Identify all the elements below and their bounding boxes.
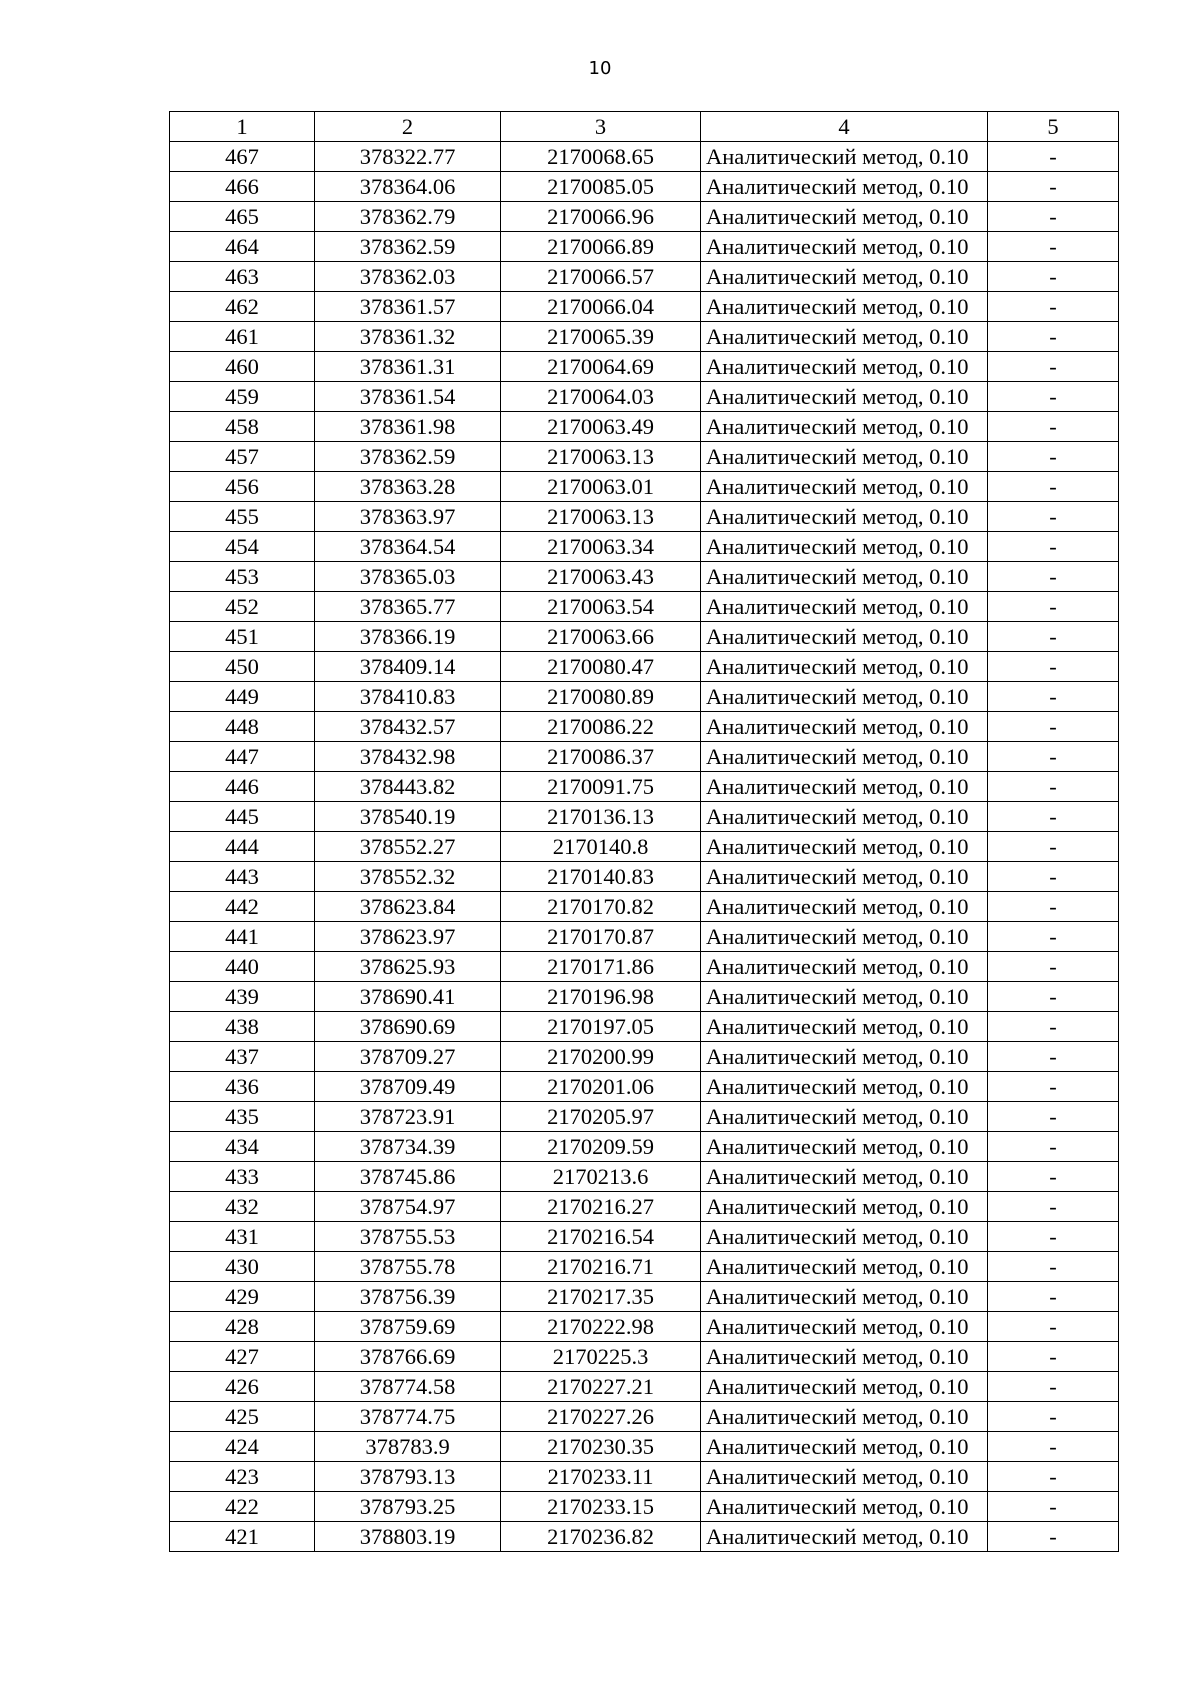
x-coordinate-cell: 378362.03: [315, 262, 501, 292]
table-row: [170, 592, 1119, 622]
method-accuracy-cell: Аналитический метод, 0.10: [701, 412, 988, 442]
point-number-cell: 432: [170, 1192, 315, 1222]
table-row: [170, 472, 1119, 502]
x-coordinate-cell: 378361.98: [315, 412, 501, 442]
method-accuracy-cell: Аналитический метод, 0.10: [701, 532, 988, 562]
point-number-cell: 424: [170, 1432, 315, 1462]
description-cell: -: [988, 472, 1119, 502]
table-row: [170, 652, 1119, 682]
table-row: [170, 1462, 1119, 1492]
point-number-cell: 466: [170, 172, 315, 202]
method-accuracy-cell: Аналитический метод, 0.10: [701, 1012, 988, 1042]
point-number-cell: 421: [170, 1522, 315, 1552]
description-cell: -: [988, 442, 1119, 472]
x-coordinate-cell: 378774.58: [315, 1372, 501, 1402]
method-accuracy-cell: Аналитический метод, 0.10: [701, 502, 988, 532]
description-cell: -: [988, 1102, 1119, 1132]
x-coordinate-cell: 378783.9: [315, 1432, 501, 1462]
description-cell: -: [988, 802, 1119, 832]
y-coordinate-cell: 2170200.99: [501, 1042, 701, 1072]
method-accuracy-cell: Аналитический метод, 0.10: [701, 352, 988, 382]
point-number-cell: 434: [170, 1132, 315, 1162]
description-cell: -: [988, 1192, 1119, 1222]
table-row: [170, 262, 1119, 292]
x-coordinate-cell: 378363.97: [315, 502, 501, 532]
point-number-cell: 430: [170, 1252, 315, 1282]
method-accuracy-cell: Аналитический метод, 0.10: [701, 592, 988, 622]
point-number-cell: 457: [170, 442, 315, 472]
point-number-cell: 422: [170, 1492, 315, 1522]
y-coordinate-cell: 2170064.03: [501, 382, 701, 412]
table-row: [170, 532, 1119, 562]
method-accuracy-cell: Аналитический метод, 0.10: [701, 1462, 988, 1492]
table-row: [170, 742, 1119, 772]
y-coordinate-cell: 2170086.37: [501, 742, 701, 772]
x-coordinate-cell: 378361.57: [315, 292, 501, 322]
method-accuracy-cell: Аналитический метод, 0.10: [701, 982, 988, 1012]
method-accuracy-cell: Аналитический метод, 0.10: [701, 892, 988, 922]
x-coordinate-cell: 378365.03: [315, 562, 501, 592]
x-coordinate-cell: 378774.75: [315, 1402, 501, 1432]
description-cell: -: [988, 892, 1119, 922]
description-cell: -: [988, 982, 1119, 1012]
y-coordinate-cell: 2170196.98: [501, 982, 701, 1012]
table-row: [170, 952, 1119, 982]
description-cell: -: [988, 922, 1119, 952]
table-row: [170, 1492, 1119, 1522]
description-cell: -: [988, 352, 1119, 382]
point-number-cell: 427: [170, 1342, 315, 1372]
description-cell: -: [988, 772, 1119, 802]
table-header-row: [170, 112, 1119, 142]
x-coordinate-cell: 378552.32: [315, 862, 501, 892]
table-row: [170, 202, 1119, 232]
table-row: [170, 442, 1119, 472]
x-coordinate-cell: 378756.39: [315, 1282, 501, 1312]
y-coordinate-cell: 2170227.26: [501, 1402, 701, 1432]
page-number: 10: [588, 58, 612, 79]
y-coordinate-cell: 2170066.96: [501, 202, 701, 232]
x-coordinate-cell: 378745.86: [315, 1162, 501, 1192]
x-coordinate-cell: 378755.53: [315, 1222, 501, 1252]
table-row: [170, 982, 1119, 1012]
method-accuracy-cell: Аналитический метод, 0.10: [701, 1492, 988, 1522]
y-coordinate-cell: 2170216.54: [501, 1222, 701, 1252]
method-accuracy-cell: Аналитический метод, 0.10: [701, 1282, 988, 1312]
method-accuracy-cell: Аналитический метод, 0.10: [701, 1192, 988, 1222]
method-accuracy-cell: Аналитический метод, 0.10: [701, 802, 988, 832]
table-row: [170, 682, 1119, 712]
table-row: [170, 1162, 1119, 1192]
table-row: [170, 1282, 1119, 1312]
column-header-5: 5: [988, 112, 1119, 142]
x-coordinate-cell: 378552.27: [315, 832, 501, 862]
y-coordinate-cell: 2170091.75: [501, 772, 701, 802]
column-header-2: 2: [315, 112, 501, 142]
x-coordinate-cell: 378322.77: [315, 142, 501, 172]
y-coordinate-cell: 2170063.43: [501, 562, 701, 592]
description-cell: -: [988, 952, 1119, 982]
y-coordinate-cell: 2170063.34: [501, 532, 701, 562]
description-cell: -: [988, 742, 1119, 772]
method-accuracy-cell: Аналитический метод, 0.10: [701, 832, 988, 862]
table-row: [170, 292, 1119, 322]
description-cell: -: [988, 1012, 1119, 1042]
x-coordinate-cell: 378432.98: [315, 742, 501, 772]
point-number-cell: 467: [170, 142, 315, 172]
point-number-cell: 465: [170, 202, 315, 232]
x-coordinate-cell: 378362.59: [315, 232, 501, 262]
point-number-cell: 447: [170, 742, 315, 772]
x-coordinate-cell: 378755.78: [315, 1252, 501, 1282]
table-row: [170, 1222, 1119, 1252]
description-cell: -: [988, 562, 1119, 592]
x-coordinate-cell: 378364.06: [315, 172, 501, 202]
y-coordinate-cell: 2170222.98: [501, 1312, 701, 1342]
x-coordinate-cell: 378540.19: [315, 802, 501, 832]
method-accuracy-cell: Аналитический метод, 0.10: [701, 562, 988, 592]
x-coordinate-cell: 378362.79: [315, 202, 501, 232]
x-coordinate-cell: 378366.19: [315, 622, 501, 652]
method-accuracy-cell: Аналитический метод, 0.10: [701, 1072, 988, 1102]
y-coordinate-cell: 2170227.21: [501, 1372, 701, 1402]
description-cell: -: [988, 322, 1119, 352]
table-row: [170, 412, 1119, 442]
point-number-cell: 450: [170, 652, 315, 682]
y-coordinate-cell: 2170066.04: [501, 292, 701, 322]
method-accuracy-cell: Аналитический метод, 0.10: [701, 1372, 988, 1402]
method-accuracy-cell: Аналитический метод, 0.10: [701, 1402, 988, 1432]
point-number-cell: 463: [170, 262, 315, 292]
x-coordinate-cell: 378410.83: [315, 682, 501, 712]
y-coordinate-cell: 2170140.8: [501, 832, 701, 862]
y-coordinate-cell: 2170225.3: [501, 1342, 701, 1372]
y-coordinate-cell: 2170170.87: [501, 922, 701, 952]
point-number-cell: 441: [170, 922, 315, 952]
description-cell: -: [988, 1162, 1119, 1192]
x-coordinate-cell: 378793.25: [315, 1492, 501, 1522]
description-cell: -: [988, 1462, 1119, 1492]
description-cell: -: [988, 1252, 1119, 1282]
y-coordinate-cell: 2170140.83: [501, 862, 701, 892]
method-accuracy-cell: Аналитический метод, 0.10: [701, 922, 988, 952]
y-coordinate-cell: 2170063.66: [501, 622, 701, 652]
y-coordinate-cell: 2170236.82: [501, 1522, 701, 1552]
table-row: [170, 232, 1119, 262]
point-number-cell: 446: [170, 772, 315, 802]
point-number-cell: 440: [170, 952, 315, 982]
y-coordinate-cell: 2170217.35: [501, 1282, 701, 1312]
table-row: [170, 1132, 1119, 1162]
table-row: [170, 562, 1119, 592]
point-number-cell: 462: [170, 292, 315, 322]
y-coordinate-cell: 2170064.69: [501, 352, 701, 382]
method-accuracy-cell: Аналитический метод, 0.10: [701, 652, 988, 682]
description-cell: -: [988, 382, 1119, 412]
description-cell: -: [988, 1282, 1119, 1312]
y-coordinate-cell: 2170063.13: [501, 502, 701, 532]
method-accuracy-cell: Аналитический метод, 0.10: [701, 862, 988, 892]
description-cell: -: [988, 862, 1119, 892]
x-coordinate-cell: 378803.19: [315, 1522, 501, 1552]
y-coordinate-cell: 2170080.89: [501, 682, 701, 712]
point-number-cell: 461: [170, 322, 315, 352]
point-number-cell: 455: [170, 502, 315, 532]
point-number-cell: 433: [170, 1162, 315, 1192]
point-number-cell: 458: [170, 412, 315, 442]
table-row: [170, 1012, 1119, 1042]
method-accuracy-cell: Аналитический метод, 0.10: [701, 742, 988, 772]
y-coordinate-cell: 2170233.15: [501, 1492, 701, 1522]
method-accuracy-cell: Аналитический метод, 0.10: [701, 472, 988, 502]
point-number-cell: 449: [170, 682, 315, 712]
description-cell: -: [988, 412, 1119, 442]
point-number-cell: 453: [170, 562, 315, 592]
x-coordinate-cell: 378361.32: [315, 322, 501, 352]
table-row: [170, 622, 1119, 652]
method-accuracy-cell: Аналитический метод, 0.10: [701, 622, 988, 652]
x-coordinate-cell: 378443.82: [315, 772, 501, 802]
x-coordinate-cell: 378754.97: [315, 1192, 501, 1222]
description-cell: -: [988, 502, 1119, 532]
x-coordinate-cell: 378361.31: [315, 352, 501, 382]
method-accuracy-cell: Аналитический метод, 0.10: [701, 772, 988, 802]
table-row: [170, 352, 1119, 382]
point-number-cell: 456: [170, 472, 315, 502]
point-number-cell: 444: [170, 832, 315, 862]
point-number-cell: 436: [170, 1072, 315, 1102]
method-accuracy-cell: Аналитический метод, 0.10: [701, 1162, 988, 1192]
table-row: [170, 1432, 1119, 1462]
table-row: [170, 1312, 1119, 1342]
point-number-cell: 425: [170, 1402, 315, 1432]
description-cell: -: [988, 622, 1119, 652]
method-accuracy-cell: Аналитический метод, 0.10: [701, 1252, 988, 1282]
point-number-cell: 445: [170, 802, 315, 832]
method-accuracy-cell: Аналитический метод, 0.10: [701, 1042, 988, 1072]
description-cell: -: [988, 1522, 1119, 1552]
point-number-cell: 451: [170, 622, 315, 652]
method-accuracy-cell: Аналитический метод, 0.10: [701, 1102, 988, 1132]
y-coordinate-cell: 2170063.49: [501, 412, 701, 442]
table-row: [170, 1522, 1119, 1552]
table-row: [170, 1342, 1119, 1372]
y-coordinate-cell: 2170201.06: [501, 1072, 701, 1102]
x-coordinate-cell: 378709.27: [315, 1042, 501, 1072]
point-number-cell: 435: [170, 1102, 315, 1132]
description-cell: -: [988, 292, 1119, 322]
point-number-cell: 439: [170, 982, 315, 1012]
y-coordinate-cell: 2170063.13: [501, 442, 701, 472]
coordinates-table: [169, 111, 1119, 1552]
column-header-1: 1: [170, 112, 315, 142]
method-accuracy-cell: Аналитический метод, 0.10: [701, 292, 988, 322]
description-cell: -: [988, 652, 1119, 682]
method-accuracy-cell: Аналитический метод, 0.10: [701, 952, 988, 982]
column-header-4: 4: [701, 112, 988, 142]
point-number-cell: 454: [170, 532, 315, 562]
description-cell: -: [988, 1342, 1119, 1372]
method-accuracy-cell: Аналитический метод, 0.10: [701, 232, 988, 262]
table-row: [170, 892, 1119, 922]
method-accuracy-cell: Аналитический метод, 0.10: [701, 262, 988, 292]
description-cell: -: [988, 142, 1119, 172]
description-cell: -: [988, 1312, 1119, 1342]
description-cell: -: [988, 1492, 1119, 1522]
method-accuracy-cell: Аналитический метод, 0.10: [701, 142, 988, 172]
x-coordinate-cell: 378363.28: [315, 472, 501, 502]
x-coordinate-cell: 378625.93: [315, 952, 501, 982]
x-coordinate-cell: 378361.54: [315, 382, 501, 412]
description-cell: -: [988, 682, 1119, 712]
point-number-cell: 452: [170, 592, 315, 622]
point-number-cell: 460: [170, 352, 315, 382]
coordinates-table-body: [170, 112, 1119, 1552]
table-row: [170, 322, 1119, 352]
y-coordinate-cell: 2170080.47: [501, 652, 701, 682]
table-row: [170, 922, 1119, 952]
table-row: [170, 502, 1119, 532]
x-coordinate-cell: 378623.97: [315, 922, 501, 952]
point-number-cell: 464: [170, 232, 315, 262]
table-row: [170, 172, 1119, 202]
x-coordinate-cell: 378364.54: [315, 532, 501, 562]
table-row: [170, 1372, 1119, 1402]
y-coordinate-cell: 2170086.22: [501, 712, 701, 742]
y-coordinate-cell: 2170170.82: [501, 892, 701, 922]
y-coordinate-cell: 2170063.01: [501, 472, 701, 502]
method-accuracy-cell: Аналитический метод, 0.10: [701, 202, 988, 232]
point-number-cell: 459: [170, 382, 315, 412]
method-accuracy-cell: Аналитический метод, 0.10: [701, 712, 988, 742]
table-row: [170, 1192, 1119, 1222]
point-number-cell: 443: [170, 862, 315, 892]
description-cell: -: [988, 712, 1119, 742]
description-cell: -: [988, 202, 1119, 232]
table-row: [170, 802, 1119, 832]
x-coordinate-cell: 378766.69: [315, 1342, 501, 1372]
y-coordinate-cell: 2170230.35: [501, 1432, 701, 1462]
method-accuracy-cell: Аналитический метод, 0.10: [701, 682, 988, 712]
y-coordinate-cell: 2170171.86: [501, 952, 701, 982]
x-coordinate-cell: 378432.57: [315, 712, 501, 742]
y-coordinate-cell: 2170233.11: [501, 1462, 701, 1492]
y-coordinate-cell: 2170213.6: [501, 1162, 701, 1192]
description-cell: -: [988, 1402, 1119, 1432]
y-coordinate-cell: 2170216.71: [501, 1252, 701, 1282]
table-row: [170, 142, 1119, 172]
table-row: [170, 772, 1119, 802]
table-row: [170, 1102, 1119, 1132]
point-number-cell: 442: [170, 892, 315, 922]
method-accuracy-cell: Аналитический метод, 0.10: [701, 1432, 988, 1462]
table-row: [170, 1252, 1119, 1282]
y-coordinate-cell: 2170136.13: [501, 802, 701, 832]
y-coordinate-cell: 2170209.59: [501, 1132, 701, 1162]
x-coordinate-cell: 378365.77: [315, 592, 501, 622]
method-accuracy-cell: Аналитический метод, 0.10: [701, 382, 988, 412]
description-cell: -: [988, 1432, 1119, 1462]
x-coordinate-cell: 378690.41: [315, 982, 501, 1012]
description-cell: -: [988, 832, 1119, 862]
table-row: [170, 862, 1119, 892]
point-number-cell: 423: [170, 1462, 315, 1492]
x-coordinate-cell: 378793.13: [315, 1462, 501, 1492]
method-accuracy-cell: Аналитический метод, 0.10: [701, 442, 988, 472]
method-accuracy-cell: Аналитический метод, 0.10: [701, 322, 988, 352]
description-cell: -: [988, 1132, 1119, 1162]
method-accuracy-cell: Аналитический метод, 0.10: [701, 1312, 988, 1342]
column-header-3: 3: [501, 112, 701, 142]
x-coordinate-cell: 378409.14: [315, 652, 501, 682]
x-coordinate-cell: 378723.91: [315, 1102, 501, 1132]
x-coordinate-cell: 378362.59: [315, 442, 501, 472]
y-coordinate-cell: 2170068.65: [501, 142, 701, 172]
description-cell: -: [988, 592, 1119, 622]
description-cell: -: [988, 232, 1119, 262]
point-number-cell: 448: [170, 712, 315, 742]
point-number-cell: 437: [170, 1042, 315, 1072]
point-number-cell: 431: [170, 1222, 315, 1252]
y-coordinate-cell: 2170063.54: [501, 592, 701, 622]
y-coordinate-cell: 2170216.27: [501, 1192, 701, 1222]
description-cell: -: [988, 532, 1119, 562]
description-cell: -: [988, 1072, 1119, 1102]
x-coordinate-cell: 378734.39: [315, 1132, 501, 1162]
y-coordinate-cell: 2170085.05: [501, 172, 701, 202]
description-cell: -: [988, 1372, 1119, 1402]
method-accuracy-cell: Аналитический метод, 0.10: [701, 1132, 988, 1162]
point-number-cell: 438: [170, 1012, 315, 1042]
y-coordinate-cell: 2170066.57: [501, 262, 701, 292]
y-coordinate-cell: 2170065.39: [501, 322, 701, 352]
description-cell: -: [988, 262, 1119, 292]
method-accuracy-cell: Аналитический метод, 0.10: [701, 1342, 988, 1372]
table-row: [170, 1042, 1119, 1072]
point-number-cell: 428: [170, 1312, 315, 1342]
point-number-cell: 429: [170, 1282, 315, 1312]
table-row: [170, 1402, 1119, 1432]
description-cell: -: [988, 172, 1119, 202]
description-cell: -: [988, 1222, 1119, 1252]
y-coordinate-cell: 2170197.05: [501, 1012, 701, 1042]
table-row: [170, 1072, 1119, 1102]
x-coordinate-cell: 378690.69: [315, 1012, 501, 1042]
y-coordinate-cell: 2170205.97: [501, 1102, 701, 1132]
y-coordinate-cell: 2170066.89: [501, 232, 701, 262]
table-row: [170, 832, 1119, 862]
method-accuracy-cell: Аналитический метод, 0.10: [701, 1222, 988, 1252]
description-cell: -: [988, 1042, 1119, 1072]
table-row: [170, 712, 1119, 742]
method-accuracy-cell: Аналитический метод, 0.10: [701, 172, 988, 202]
table-row: [170, 382, 1119, 412]
x-coordinate-cell: 378709.49: [315, 1072, 501, 1102]
method-accuracy-cell: Аналитический метод, 0.10: [701, 1522, 988, 1552]
x-coordinate-cell: 378759.69: [315, 1312, 501, 1342]
x-coordinate-cell: 378623.84: [315, 892, 501, 922]
point-number-cell: 426: [170, 1372, 315, 1402]
